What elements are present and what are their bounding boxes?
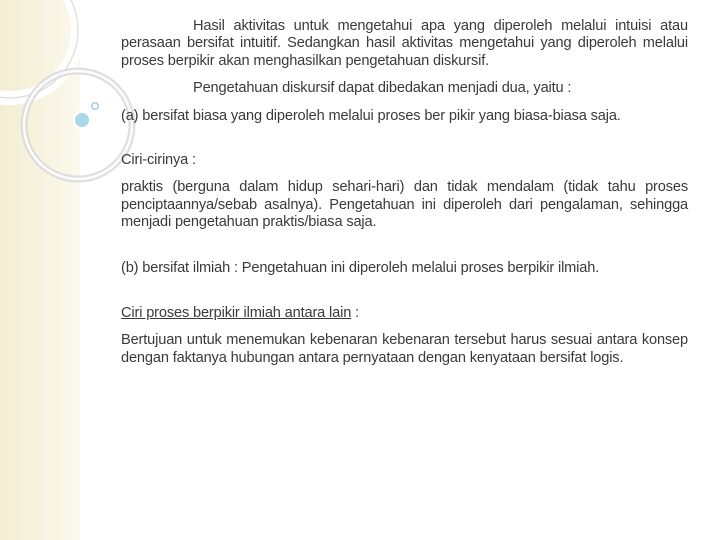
paragraph-scientific-heading: [121, 305, 688, 322]
paragraph-practical: praktis (berguna dalam hidup sehari-hari) dan tidak mendalam (tidak tahu proses penciptaannya/sebab asalnya). Pengetahuan ini diperoleh dari pengalaman, sehingga menjadi pengetahuan praktis/biasa saja.: [121, 179, 688, 231]
paragraph-characteristics-heading: Ciri-cirinya :: [121, 152, 196, 169]
paragraph-discursive-types: Pengetahuan diskursif dapat dibedakan menjadi dua, yaitu :: [193, 80, 572, 97]
blue-dot-small: [92, 103, 99, 110]
paragraph-type-a: (a) bersifat biasa yang diperoleh melalui proses ber pikir yang biasa-biasa saja.: [121, 107, 621, 124]
scientific-heading-colon: :: [351, 305, 359, 322]
paragraph-intro: Hasil aktivitas untuk mengetahui apa yang diperoleh melalui intuisi atau perasaan bersifat intuitif. Sedangkan hasil aktivitas mengetahui yang diperoleh melalui proses berpikir akan menghasilkan pengetahuan diskursif.: [121, 18, 688, 69]
decorative-circles: [0, 0, 140, 200]
scientific-heading-underlined: Ciri proses berpikir ilmiah antara lain: [121, 305, 352, 322]
slide-text-body: [121, 18, 688, 367]
blue-dot-large: [74, 112, 90, 128]
paragraph-purpose: Bertujuan untuk menemukan kebenaran kebenaran tersebut harus sesuai antara konsep dengan faktanya hubungan antara pernyataan dengan kenyataan bersifat logis.: [121, 332, 688, 366]
paragraph-type-b: (b) bersifat ilmiah : Pengetahuan ini diperoleh melalui proses berpikir ilmiah.: [121, 259, 600, 276]
